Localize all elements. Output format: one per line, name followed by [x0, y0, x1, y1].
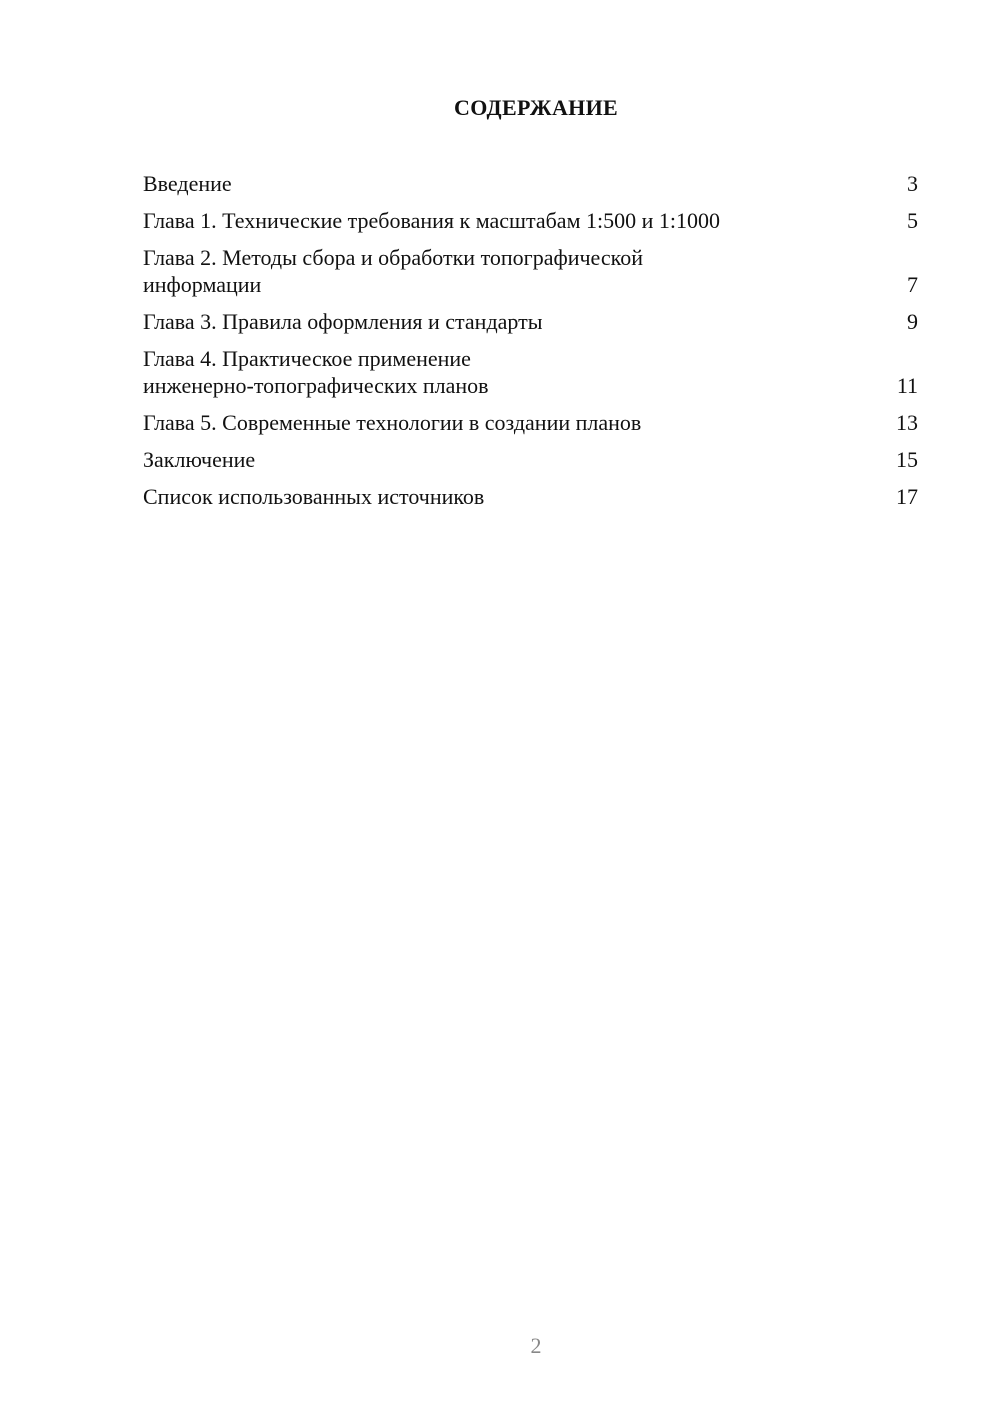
toc-entry-title: Список использованных источников [143, 484, 485, 509]
toc-entry-title: Введение [143, 171, 232, 196]
toc-entry-page: 9 [907, 309, 918, 334]
toc-entry-conclusion[interactable] [143, 446, 918, 473]
toc-entry-page: 7 [907, 272, 918, 297]
toc-entry-chapter-5[interactable] [143, 409, 918, 436]
toc-entry-title: Глава 2. Методы сбора и обработки топографической информации [143, 245, 643, 297]
toc-entry-introduction[interactable] [143, 170, 918, 197]
page-title: СОДЕРЖАНИЕ [454, 95, 618, 120]
toc-entry-chapter-1[interactable] [143, 207, 918, 234]
toc-entry-page: 5 [907, 208, 918, 233]
toc-entry-page: 11 [896, 373, 918, 398]
toc-entry-chapter-3[interactable] [143, 308, 918, 335]
toc-entry-title: Заключение [143, 447, 256, 472]
toc-entry-chapter-4[interactable] [143, 345, 918, 399]
toc-entry-page: 15 [896, 447, 918, 472]
toc-entry-title: Глава 5. Современные технологии в создании планов [143, 410, 642, 435]
toc-entry-chapter-2[interactable] [143, 244, 918, 298]
toc-entry-title: Глава 3. Правила оформления и стандарты [143, 309, 543, 334]
toc-entry-title: Глава 4. Практическое применение инженерно-топографических планов [143, 346, 489, 398]
page-number: 2 [530, 1333, 542, 1358]
table-of-contents [143, 170, 918, 520]
toc-entry-page: 13 [896, 410, 918, 435]
toc-entry-page: 3 [907, 171, 918, 196]
toc-entry-page: 17 [896, 484, 918, 509]
toc-entry-title: Глава 1. Технические требования к масштабам 1:500 и 1:1000 [143, 208, 720, 233]
toc-entry-references[interactable] [143, 483, 918, 510]
